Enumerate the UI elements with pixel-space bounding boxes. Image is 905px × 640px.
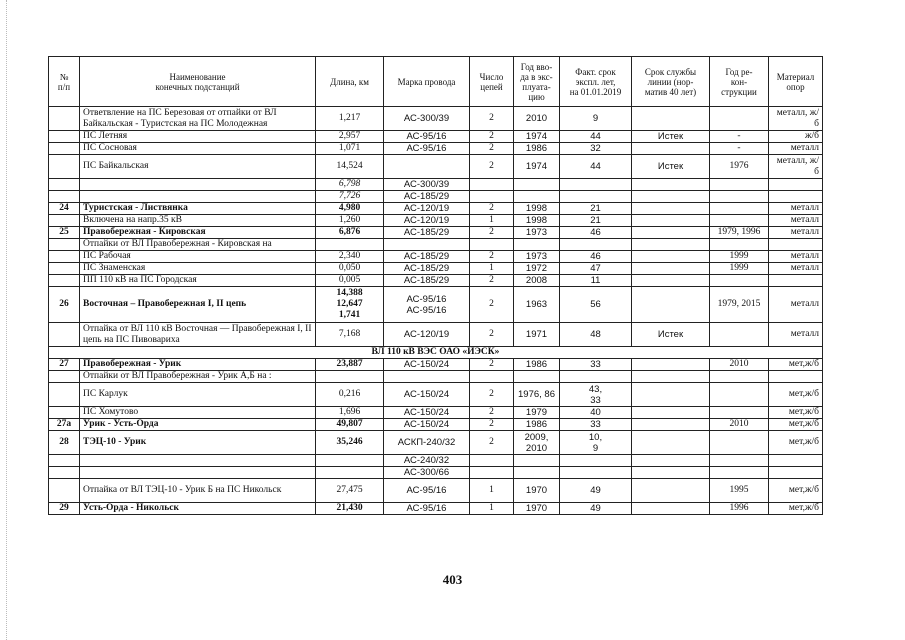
cell-service [632, 287, 710, 323]
table-row [49, 479, 823, 503]
cell-chains: 1 [470, 503, 514, 515]
cell-service [632, 107, 710, 131]
cell-service [632, 239, 710, 251]
cell-length: 2,340 [316, 251, 384, 263]
cell-chains: 2 [470, 275, 514, 287]
cell-wire: АС-185/29 [384, 251, 470, 263]
cell-name: Отпайка от ВЛ 110 кВ Восточная — Правобережная I, II цепь на ПС Пивовариха [80, 323, 316, 347]
cell-wire: АС-95/16 [384, 503, 470, 515]
cell-num [49, 251, 80, 263]
cell-year: 1974 [514, 155, 560, 179]
cell-chains: 2 [470, 431, 514, 455]
cell-chains: 2 [470, 287, 514, 323]
cell-wire: АС-240/32 [384, 455, 470, 467]
cell-name: Восточная – Правобережная I, II цепь [80, 287, 316, 323]
cell-name: ПП 110 кВ на ПС Городская [80, 275, 316, 287]
cell-wire: АС-185/29 [384, 227, 470, 239]
cell-length: 0,216 [316, 383, 384, 407]
cell-wire: АС-185/29 [384, 275, 470, 287]
cell-actual [560, 455, 632, 467]
table-row [49, 191, 823, 203]
cell-chains: 2 [470, 323, 514, 347]
cell-service [632, 179, 710, 191]
cell-wire: АС-120/19 [384, 323, 470, 347]
cell-material [769, 239, 823, 251]
cell-material [769, 191, 823, 203]
cell-service: Истек [632, 323, 710, 347]
cell-chains: 1 [470, 215, 514, 227]
cell-num: 27а [49, 419, 80, 431]
cell-chains: 2 [470, 203, 514, 215]
cell-chains [470, 467, 514, 479]
cell-num [49, 179, 80, 191]
table-row [49, 407, 823, 419]
cell-rebuild: 1995 [710, 479, 769, 503]
cell-material: металл [769, 227, 823, 239]
table-row [49, 455, 823, 467]
cell-num [49, 275, 80, 287]
cell-actual: 43, 33 [560, 383, 632, 407]
cell-num [49, 143, 80, 155]
cell-chains [470, 191, 514, 203]
cell-name: ПС Сосновая [80, 143, 316, 155]
cell-length: 35,246 [316, 431, 384, 455]
cell-name: ПС Карлук [80, 383, 316, 407]
cell-rebuild [710, 203, 769, 215]
cell-wire: АС-300/39 [384, 107, 470, 131]
cell-actual: 32 [560, 143, 632, 155]
cell-chains: 2 [470, 407, 514, 419]
cell-material: металл [769, 215, 823, 227]
cell-year [514, 467, 560, 479]
cell-rebuild: 2010 [710, 419, 769, 431]
cell-actual: 44 [560, 155, 632, 179]
cell-wire: АСКП-240/32 [384, 431, 470, 455]
cell-actual: 10, 9 [560, 431, 632, 455]
cell-length [316, 455, 384, 467]
cell-material: мет,ж/б [769, 503, 823, 515]
cell-wire: АС-150/24 [384, 419, 470, 431]
cell-rebuild [710, 179, 769, 191]
cell-wire [384, 155, 470, 179]
cell-service [632, 227, 710, 239]
cell-material: ж/б [769, 131, 823, 143]
cell-service [632, 215, 710, 227]
cell-year: 2008 [514, 275, 560, 287]
table-row [49, 215, 823, 227]
cell-wire: АС-95/16 [384, 479, 470, 503]
cell-length: 14,524 [316, 155, 384, 179]
table-row [49, 467, 823, 479]
cell-length: 14,388 12,647 1,741 [316, 287, 384, 323]
cell-material: металл [769, 263, 823, 275]
cell-rebuild [710, 191, 769, 203]
cell-wire: АС-185/29 [384, 263, 470, 275]
cell-wire: АС-150/24 [384, 407, 470, 419]
cell-actual: 47 [560, 263, 632, 275]
table-row [49, 179, 823, 191]
cell-name [80, 179, 316, 191]
cell-material [769, 179, 823, 191]
cell-num [49, 107, 80, 131]
cell-name: Отпайки от ВЛ Правобережная - Урик А,Б на : [80, 371, 316, 383]
cell-num [49, 131, 80, 143]
cell-service [632, 407, 710, 419]
header-name: Наименование конечных подстанций [80, 57, 316, 107]
cell-num [49, 239, 80, 251]
header-service: Срок службы линии (нор- матив 40 лет) [632, 57, 710, 107]
cell-year: 1998 [514, 215, 560, 227]
cell-year: 1998 [514, 203, 560, 215]
cell-chains: 2 [470, 227, 514, 239]
table-row [49, 419, 823, 431]
cell-length: 23,887 [316, 359, 384, 371]
cell-num [49, 383, 80, 407]
scan-edge [0, 0, 7, 640]
cell-length: 1,071 [316, 143, 384, 155]
cell-rebuild [710, 407, 769, 419]
cell-year: 1976, 86 [514, 383, 560, 407]
cell-name: ПС Знаменская [80, 263, 316, 275]
cell-wire: АС-95/16 АС-95/16 [384, 287, 470, 323]
table-row [49, 263, 823, 275]
cell-chains [470, 455, 514, 467]
cell-service [632, 275, 710, 287]
cell-chains: 2 [470, 251, 514, 263]
section-heading: ВЛ 110 кВ ВЭС ОАО «ИЭСК» [49, 347, 823, 359]
cell-material: металл [769, 143, 823, 155]
table-row [49, 287, 823, 323]
cell-material [769, 467, 823, 479]
header-year-in: Год вво- да в экс- плуата- цию [514, 57, 560, 107]
cell-actual [560, 179, 632, 191]
cell-rebuild [710, 467, 769, 479]
cell-rebuild: 2010 [710, 359, 769, 371]
cell-num [49, 479, 80, 503]
cell-year [514, 191, 560, 203]
cell-name: Отпайки от ВЛ Правобережная - Кировская на [80, 239, 316, 251]
cell-num [49, 407, 80, 419]
cell-service [632, 503, 710, 515]
cell-year: 1973 [514, 227, 560, 239]
cell-chains [470, 371, 514, 383]
cell-year: 1971 [514, 323, 560, 347]
cell-material: металл, ж/б [769, 155, 823, 179]
cell-rebuild: 1999 [710, 251, 769, 263]
cell-wire: АС-300/39 [384, 179, 470, 191]
cell-wire [384, 239, 470, 251]
cell-rebuild [710, 431, 769, 455]
cell-service [632, 371, 710, 383]
power-lines-table [48, 56, 823, 515]
cell-chains: 1 [470, 479, 514, 503]
cell-name: Правобережная - Урик [80, 359, 316, 371]
cell-service [632, 455, 710, 467]
page-number: 403 [442, 572, 463, 587]
cell-num: 24 [49, 203, 80, 215]
cell-material: мет,ж/б [769, 479, 823, 503]
cell-num [49, 215, 80, 227]
table-row [49, 431, 823, 455]
cell-year: 1970 [514, 503, 560, 515]
cell-name: Правобережная - Кировская [80, 227, 316, 239]
cell-wire: АС-150/24 [384, 383, 470, 407]
table-row [49, 239, 823, 251]
cell-name: Усть-Орда - Никольск [80, 503, 316, 515]
cell-length [316, 467, 384, 479]
cell-year [514, 239, 560, 251]
table-row [49, 143, 823, 155]
cell-actual: 21 [560, 203, 632, 215]
cell-length: 49,807 [316, 419, 384, 431]
cell-actual: 49 [560, 503, 632, 515]
table-row [49, 347, 823, 359]
cell-service [632, 479, 710, 503]
cell-service [632, 467, 710, 479]
table-row [49, 155, 823, 179]
cell-actual: 48 [560, 323, 632, 347]
cell-rebuild [710, 107, 769, 131]
table-row [49, 371, 823, 383]
cell-service [632, 383, 710, 407]
cell-actual: 46 [560, 227, 632, 239]
cell-actual: 11 [560, 275, 632, 287]
cell-length: 2,957 [316, 131, 384, 143]
cell-rebuild [710, 371, 769, 383]
cell-rebuild: 1979, 1996 [710, 227, 769, 239]
cell-year: 1986 [514, 143, 560, 155]
cell-num [49, 155, 80, 179]
cell-actual [560, 467, 632, 479]
cell-chains [470, 179, 514, 191]
cell-name: Туристская - Листвянка [80, 203, 316, 215]
cell-service [632, 419, 710, 431]
cell-actual: 44 [560, 131, 632, 143]
cell-service [632, 203, 710, 215]
cell-year: 1979 [514, 407, 560, 419]
cell-rebuild [710, 383, 769, 407]
cell-service: Истек [632, 131, 710, 143]
cell-rebuild [710, 215, 769, 227]
cell-num: 27 [49, 359, 80, 371]
cell-num [49, 263, 80, 275]
cell-rebuild: 1999 [710, 263, 769, 275]
cell-name: Ответвление на ПС Березовая от отпайки от ВЛ Байкальская - Туристская на ПС Молодежная [80, 107, 316, 131]
cell-material: мет,ж/б [769, 407, 823, 419]
header-chains: Число цепей [470, 57, 514, 107]
cell-length: 1,260 [316, 215, 384, 227]
cell-chains: 2 [470, 131, 514, 143]
cell-material: металл [769, 203, 823, 215]
cell-chains: 2 [470, 107, 514, 131]
cell-name: ПС Летняя [80, 131, 316, 143]
cell-length: 0,050 [316, 263, 384, 275]
cell-rebuild: 1979, 2015 [710, 287, 769, 323]
cell-length: 7,726 [316, 191, 384, 203]
table-row [49, 251, 823, 263]
cell-length: 0,005 [316, 275, 384, 287]
cell-name: ПС Хомутово [80, 407, 316, 419]
cell-rebuild [710, 275, 769, 287]
cell-material: металл, ж/б [769, 107, 823, 131]
table-row [49, 503, 823, 515]
table-row [49, 227, 823, 239]
cell-num [49, 467, 80, 479]
cell-rebuild [710, 239, 769, 251]
cell-material: мет,ж/б [769, 431, 823, 455]
cell-length [316, 371, 384, 383]
cell-service [632, 191, 710, 203]
cell-actual: 33 [560, 419, 632, 431]
cell-year [514, 455, 560, 467]
cell-rebuild: 1976 [710, 155, 769, 179]
cell-chains [470, 239, 514, 251]
cell-chains: 2 [470, 359, 514, 371]
cell-wire: АС-300/66 [384, 467, 470, 479]
table-row [49, 323, 823, 347]
cell-service [632, 263, 710, 275]
cell-name: ПС Байкальская [80, 155, 316, 179]
cell-year: 1963 [514, 287, 560, 323]
cell-length: 1,696 [316, 407, 384, 419]
cell-num: 28 [49, 431, 80, 455]
cell-num [49, 191, 80, 203]
cell-length: 4,980 [316, 203, 384, 215]
cell-length: 21,430 [316, 503, 384, 515]
cell-rebuild: - [710, 131, 769, 143]
table-row [49, 131, 823, 143]
cell-actual [560, 371, 632, 383]
cell-wire: АС-95/16 [384, 143, 470, 155]
cell-num [49, 323, 80, 347]
header-num: № п/п [49, 57, 80, 107]
cell-year: 1974 [514, 131, 560, 143]
cell-material: мет,ж/б [769, 383, 823, 407]
header-rebuild: Год ре- кон- струкции [710, 57, 769, 107]
cell-material [769, 275, 823, 287]
cell-year: 2010 [514, 107, 560, 131]
table-body [49, 107, 823, 515]
cell-length: 6,876 [316, 227, 384, 239]
cell-actual: 9 [560, 107, 632, 131]
cell-num: 25 [49, 227, 80, 239]
cell-material: металл [769, 251, 823, 263]
cell-year: 1986 [514, 419, 560, 431]
cell-length: 1,217 [316, 107, 384, 131]
cell-year: 1972 [514, 263, 560, 275]
cell-year: 1973 [514, 251, 560, 263]
cell-service [632, 251, 710, 263]
cell-chains: 2 [470, 383, 514, 407]
cell-material: мет,ж/б [769, 359, 823, 371]
cell-service [632, 431, 710, 455]
cell-name: ТЭЦ-10 - Урик [80, 431, 316, 455]
cell-wire: АС-150/24 [384, 359, 470, 371]
cell-chains: 1 [470, 263, 514, 275]
cell-material: мет,ж/б [769, 419, 823, 431]
cell-year [514, 179, 560, 191]
cell-length: 6,798 [316, 179, 384, 191]
cell-wire: АС-95/16 [384, 131, 470, 143]
table-row [49, 359, 823, 371]
cell-actual: 49 [560, 479, 632, 503]
header-actual: Факт. срок экспл. лет, на 01.01.2019 [560, 57, 632, 107]
cell-wire: АС-120/19 [384, 203, 470, 215]
header-wire: Марка провода [384, 57, 470, 107]
cell-wire [384, 371, 470, 383]
cell-rebuild: 1996 [710, 503, 769, 515]
table-row [49, 383, 823, 407]
cell-material: металл [769, 287, 823, 323]
table-row [49, 275, 823, 287]
cell-actual [560, 191, 632, 203]
cell-chains: 2 [470, 419, 514, 431]
cell-name [80, 191, 316, 203]
cell-year [514, 371, 560, 383]
cell-name: Отпайка от ВЛ ТЭЦ-10 - Урик Б на ПС Никольск [80, 479, 316, 503]
cell-material [769, 371, 823, 383]
cell-rebuild [710, 455, 769, 467]
table-header-row [49, 57, 823, 107]
cell-service [632, 143, 710, 155]
cell-actual: 21 [560, 215, 632, 227]
cell-num [49, 455, 80, 467]
cell-material [769, 455, 823, 467]
header-length: Длина, км [316, 57, 384, 107]
cell-material: металл [769, 323, 823, 347]
cell-year: 1970 [514, 479, 560, 503]
cell-year: 1986 [514, 359, 560, 371]
cell-length: 27,475 [316, 479, 384, 503]
cell-name [80, 455, 316, 467]
cell-wire: АС-120/19 [384, 215, 470, 227]
cell-rebuild: - [710, 143, 769, 155]
cell-name: Включена на напр.35 кВ [80, 215, 316, 227]
cell-actual: 56 [560, 287, 632, 323]
cell-service: Истек [632, 155, 710, 179]
cell-num: 29 [49, 503, 80, 515]
table-row [49, 203, 823, 215]
cell-service [632, 359, 710, 371]
cell-name [80, 467, 316, 479]
cell-chains: 2 [470, 143, 514, 155]
cell-wire: АС-185/29 [384, 191, 470, 203]
cell-num [49, 371, 80, 383]
cell-actual: 46 [560, 251, 632, 263]
cell-length: 7,168 [316, 323, 384, 347]
header-material: Материал опор [769, 57, 823, 107]
table-row [49, 107, 823, 131]
cell-length [316, 239, 384, 251]
cell-name: Урик - Усть-Орда [80, 419, 316, 431]
cell-actual: 33 [560, 359, 632, 371]
cell-rebuild [710, 323, 769, 347]
cell-chains: 2 [470, 155, 514, 179]
cell-year: 2009, 2010 [514, 431, 560, 455]
cell-actual: 40 [560, 407, 632, 419]
cell-actual [560, 239, 632, 251]
cell-num: 26 [49, 287, 80, 323]
cell-name: ПС Рабочая [80, 251, 316, 263]
